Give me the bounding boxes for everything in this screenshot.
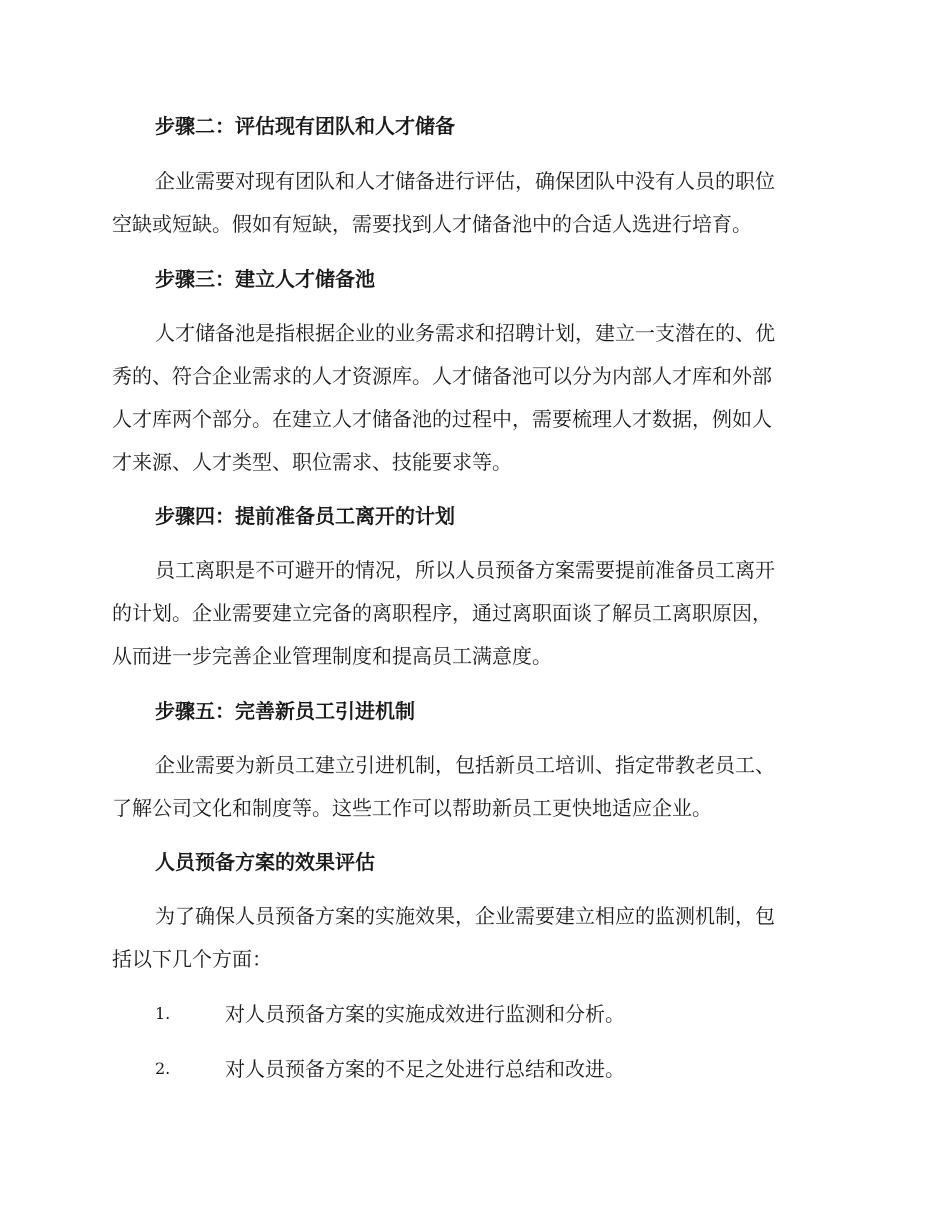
section-paragraph-step-5 xyxy=(112,744,842,830)
paragraph-line: 秀的、符合企业需求的人才资源库。人才储备池可以分为内部人才库和外部 xyxy=(112,364,772,388)
paragraph-line: 为了确保人员预备方案的实施效果，企业需要建立相应的监测机制，包 xyxy=(155,904,775,928)
section-paragraph-evaluation xyxy=(112,895,842,981)
list-text: 对人员预备方案的实施成效进行监测和分析。 xyxy=(225,1002,625,1026)
paragraph-line: 括以下几个方面： xyxy=(112,947,272,971)
section-paragraph-step-2 xyxy=(112,160,842,246)
paragraph-line: 企业需要对现有团队和人才储备进行评估，确保团队中没有人员的职位 xyxy=(155,169,775,193)
paragraph-line: 人才储备池是指根据企业的业务需求和招聘计划，建立一支潜在的、优 xyxy=(155,321,775,345)
section-paragraph-step-4 xyxy=(112,549,842,678)
section-heading-evaluation: 人员预备方案的效果评估 xyxy=(155,850,375,874)
paragraph-line: 从而进一步完善企业管理制度和提高员工满意度。 xyxy=(112,644,552,668)
paragraph-line: 企业需要为新员工建立引进机制，包括新员工培训、指定带教老员工、 xyxy=(155,753,775,777)
section-heading-step-2: 步骤二：评估现有团队和人才储备 xyxy=(155,114,455,138)
paragraph-line: 空缺或短缺。假如有短缺，需要找到人才储备池中的合适人选进行培育。 xyxy=(112,212,752,236)
list-number: 1. xyxy=(155,1004,171,1023)
section-heading-step-5: 步骤五：完善新员工引进机制 xyxy=(155,699,415,723)
paragraph-line: 才来源、人才类型、职位需求、技能要求等。 xyxy=(112,450,512,474)
paragraph-line: 的计划。企业需要建立完备的离职程序，通过离职面谈了解员工离职原因， xyxy=(112,601,772,625)
paragraph-line: 人才库两个部分。在建立人才储备池的过程中，需要梳理人才数据，例如人 xyxy=(112,407,772,431)
paragraph-line: 员工离职是不可避开的情况，所以人员预备方案需要提前准备员工离开 xyxy=(155,558,775,582)
section-heading-step-4: 步骤四：提前准备员工离开的计划 xyxy=(155,504,455,528)
list-text: 对人员预备方案的不足之处进行总结和改进。 xyxy=(225,1057,625,1081)
section-paragraph-step-3 xyxy=(112,312,842,484)
section-heading-step-3: 步骤三：建立人才储备池 xyxy=(155,267,375,291)
list-number: 2. xyxy=(155,1059,171,1078)
paragraph-line: 了解公司文化和制度等。这些工作可以帮助新员工更快地适应企业。 xyxy=(112,796,712,820)
